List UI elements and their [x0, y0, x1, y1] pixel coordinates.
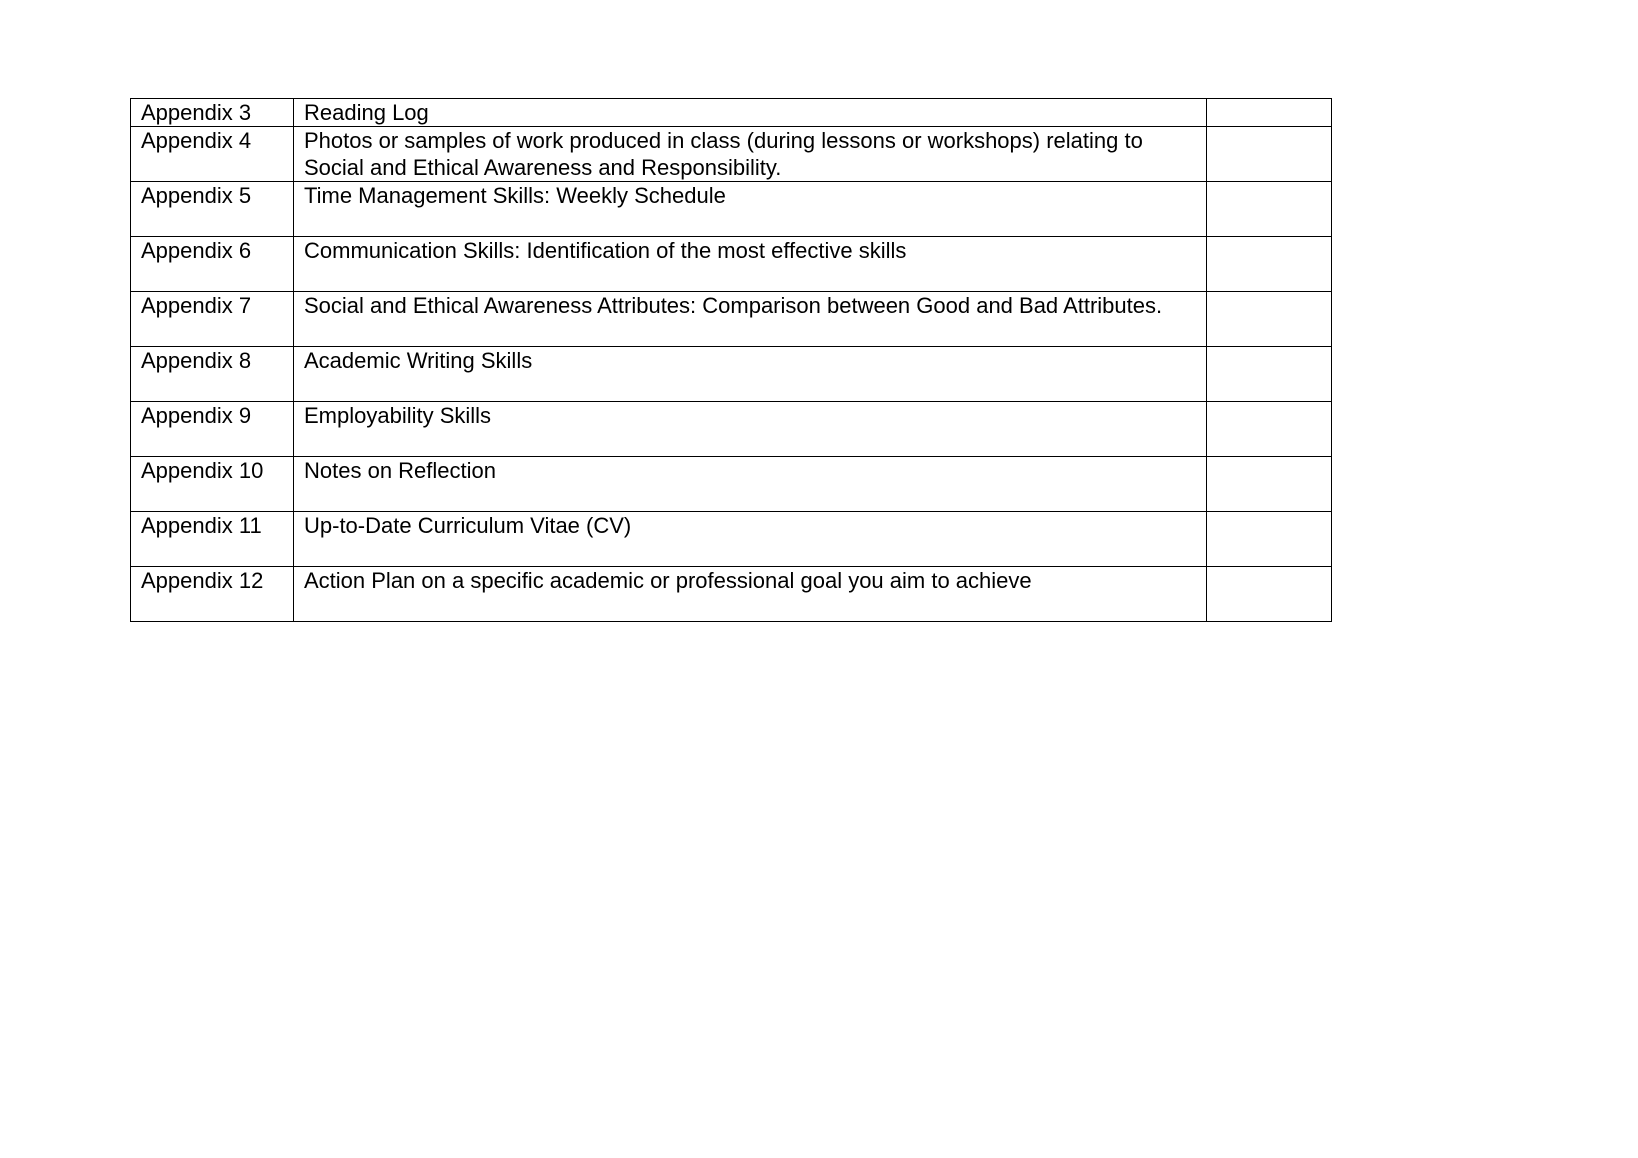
- appendix-description-cell: Photos or samples of work produced in class (during lessons or workshops) relating to Social and Ethical Awareness and Responsibility.: [294, 127, 1207, 182]
- table-row: [131, 182, 1332, 237]
- appendix-empty-cell: [1207, 402, 1332, 457]
- appendix-description-cell: Communication Skills: Identification of the most effective skills: [294, 237, 1207, 292]
- table-row: [131, 347, 1332, 402]
- appendix-empty-cell: [1207, 512, 1332, 567]
- appendix-empty-cell: [1207, 457, 1332, 512]
- appendix-label-cell: Appendix 6: [131, 237, 294, 292]
- appendix-empty-cell: [1207, 347, 1332, 402]
- appendix-label-cell: Appendix 5: [131, 182, 294, 237]
- appendix-label-cell: Appendix 9: [131, 402, 294, 457]
- table-row: [131, 292, 1332, 347]
- appendix-empty-cell: [1207, 237, 1332, 292]
- table-row: [131, 99, 1332, 127]
- appendix-description-cell: Action Plan on a specific academic or professional goal you aim to achieve: [294, 567, 1207, 622]
- appendix-label-cell: Appendix 10: [131, 457, 294, 512]
- appendix-label-cell: Appendix 11: [131, 512, 294, 567]
- appendix-description-cell: Social and Ethical Awareness Attributes: Comparison between Good and Bad Attributes.: [294, 292, 1207, 347]
- appendix-label-cell: Appendix 4: [131, 127, 294, 182]
- appendix-empty-cell: [1207, 99, 1332, 127]
- appendix-table: [130, 98, 1332, 622]
- table-row: [131, 402, 1332, 457]
- appendix-description-cell: Up-to-Date Curriculum Vitae (CV): [294, 512, 1207, 567]
- appendix-label-cell: Appendix 7: [131, 292, 294, 347]
- table-row: [131, 237, 1332, 292]
- appendix-description-cell: Reading Log: [294, 99, 1207, 127]
- appendix-label-cell: Appendix 3: [131, 99, 294, 127]
- table-row: [131, 512, 1332, 567]
- appendix-label-cell: Appendix 8: [131, 347, 294, 402]
- table-row: [131, 127, 1332, 182]
- appendix-empty-cell: [1207, 182, 1332, 237]
- appendix-description-cell: Academic Writing Skills: [294, 347, 1207, 402]
- appendix-empty-cell: [1207, 292, 1332, 347]
- appendix-empty-cell: [1207, 127, 1332, 182]
- appendix-description-cell: Time Management Skills: Weekly Schedule: [294, 182, 1207, 237]
- table-row: [131, 457, 1332, 512]
- table-row: [131, 567, 1332, 622]
- appendix-description-cell: Notes on Reflection: [294, 457, 1207, 512]
- appendix-description-cell: Employability Skills: [294, 402, 1207, 457]
- appendix-label-cell: Appendix 12: [131, 567, 294, 622]
- appendix-empty-cell: [1207, 567, 1332, 622]
